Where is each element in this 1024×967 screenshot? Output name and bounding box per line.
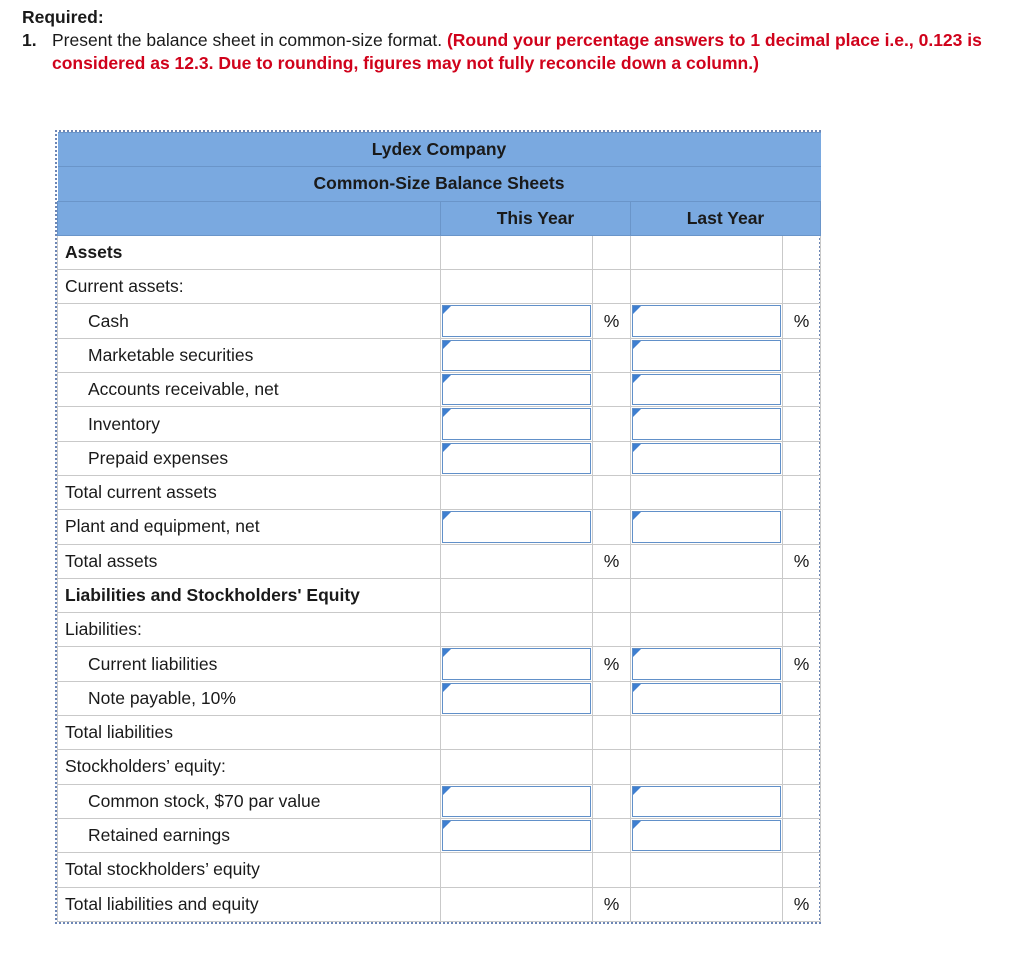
- this-year-cell: [441, 750, 593, 784]
- this-year-percent-symbol: [593, 510, 631, 544]
- table-row: [58, 578, 821, 612]
- last-year-percent-input[interactable]: [632, 374, 781, 405]
- row-label: Total assets: [58, 544, 441, 578]
- table-row: [58, 716, 821, 750]
- row-label: Marketable securities: [58, 338, 441, 372]
- last-year-cell: [631, 613, 783, 647]
- balance-sheet-table-container: [55, 130, 821, 924]
- input-marker-icon: [443, 409, 451, 417]
- input-marker-icon: [633, 375, 641, 383]
- this-year-percent-input[interactable]: [442, 683, 591, 714]
- this-year-cell: [441, 441, 593, 475]
- header-row-subtitle: [58, 167, 821, 201]
- row-label: Current assets:: [58, 270, 441, 304]
- last-year-input-wrapper: [631, 373, 782, 406]
- input-marker-icon: [443, 787, 451, 795]
- this-year-percent-input[interactable]: [442, 408, 591, 439]
- last-year-percent-symbol: [783, 784, 821, 818]
- this-year-input-wrapper: [441, 785, 592, 818]
- last-year-cell: [631, 338, 783, 372]
- header-row-company: [58, 133, 821, 167]
- this-year-input-wrapper: [441, 647, 592, 680]
- row-label: Cash: [58, 304, 441, 338]
- last-year-percent-symbol: %: [783, 544, 821, 578]
- last-year-percent-symbol: [783, 716, 821, 750]
- input-marker-icon: [443, 341, 451, 349]
- table-row: [58, 681, 821, 715]
- this-year-input-wrapper: [441, 510, 592, 543]
- last-year-input-wrapper: [631, 647, 782, 680]
- table-row: [58, 304, 821, 338]
- row-label: Total liabilities and equity: [58, 887, 441, 921]
- table-row: [58, 441, 821, 475]
- instructions: [22, 6, 1012, 75]
- last-year-percent-symbol: %: [783, 304, 821, 338]
- last-year-percent-symbol: [783, 441, 821, 475]
- input-marker-icon: [633, 444, 641, 452]
- last-year-input-wrapper: [631, 304, 782, 337]
- this-year-cell: [441, 716, 593, 750]
- sheet-subtitle: Common-Size Balance Sheets: [58, 167, 821, 201]
- last-year-percent-input[interactable]: [632, 511, 781, 542]
- this-year-percent-symbol: [593, 578, 631, 612]
- last-year-input-wrapper: [631, 682, 782, 715]
- last-year-input-wrapper: [631, 339, 782, 372]
- header-blank: [58, 201, 441, 235]
- this-year-input-wrapper: [441, 442, 592, 475]
- this-year-percent-symbol: [593, 235, 631, 269]
- last-year-percent-symbol: [783, 407, 821, 441]
- input-marker-icon: [443, 306, 451, 314]
- row-label: Accounts receivable, net: [58, 373, 441, 407]
- last-year-percent-symbol: [783, 270, 821, 304]
- this-year-percent-symbol: [593, 338, 631, 372]
- last-year-percent-symbol: [783, 510, 821, 544]
- last-year-cell: [631, 750, 783, 784]
- input-marker-icon: [633, 512, 641, 520]
- row-label: Current liabilities: [58, 647, 441, 681]
- column-last-year: Last Year: [631, 201, 821, 235]
- last-year-cell: [631, 818, 783, 852]
- last-year-cell: [631, 407, 783, 441]
- this-year-input-wrapper: [441, 407, 592, 440]
- this-year-percent-input[interactable]: [442, 340, 591, 371]
- row-label: Total current assets: [58, 475, 441, 509]
- last-year-cell: [631, 270, 783, 304]
- this-year-cell: [441, 818, 593, 852]
- this-year-percent-symbol: [593, 681, 631, 715]
- this-year-percent-symbol: [593, 613, 631, 647]
- this-year-percent-symbol: [593, 270, 631, 304]
- input-marker-icon: [633, 341, 641, 349]
- last-year-percent-symbol: [783, 475, 821, 509]
- this-year-percent-symbol: %: [593, 304, 631, 338]
- last-year-percent-symbol: [783, 853, 821, 887]
- last-year-percent-input[interactable]: [632, 305, 781, 336]
- this-year-cell: [441, 647, 593, 681]
- this-year-percent-symbol: [593, 441, 631, 475]
- this-year-percent-input[interactable]: [442, 648, 591, 679]
- this-year-cell: [441, 853, 593, 887]
- this-year-cell: [441, 681, 593, 715]
- this-year-input-wrapper: [441, 304, 592, 337]
- last-year-input-wrapper: [631, 785, 782, 818]
- table-row: [58, 270, 821, 304]
- last-year-cell: [631, 647, 783, 681]
- input-marker-icon: [633, 649, 641, 657]
- table-row: [58, 647, 821, 681]
- last-year-percent-symbol: %: [783, 887, 821, 921]
- last-year-cell: [631, 475, 783, 509]
- last-year-input-wrapper: [631, 510, 782, 543]
- last-year-percent-symbol: [783, 235, 821, 269]
- last-year-percent-input[interactable]: [632, 648, 781, 679]
- row-label: Liabilities and Stockholders' Equity: [58, 578, 441, 612]
- last-year-cell: [631, 544, 783, 578]
- requirement-text: [52, 29, 1012, 75]
- requirement-instruction: Present the balance sheet in common-size format.: [52, 30, 443, 50]
- row-label: Common stock, $70 par value: [58, 784, 441, 818]
- table-row: [58, 235, 821, 269]
- last-year-percent-input[interactable]: [632, 443, 781, 474]
- row-label: Plant and equipment, net: [58, 510, 441, 544]
- last-year-cell: [631, 510, 783, 544]
- this-year-cell: [441, 578, 593, 612]
- this-year-percent-symbol: %: [593, 887, 631, 921]
- last-year-percent-symbol: [783, 578, 821, 612]
- input-marker-icon: [633, 787, 641, 795]
- table-row: [58, 338, 821, 372]
- input-marker-icon: [633, 306, 641, 314]
- row-label: Stockholders’ equity:: [58, 750, 441, 784]
- last-year-cell: [631, 853, 783, 887]
- table-row: [58, 818, 821, 852]
- last-year-cell: [631, 784, 783, 818]
- this-year-cell: [441, 270, 593, 304]
- this-year-cell: [441, 235, 593, 269]
- rounding-note: (Round your percentage answers to 1 decimal place i.e., 0.123 is considered as 12.3. Due to rounding, figures may not fully reconcile down a column.): [52, 30, 982, 73]
- input-marker-icon: [443, 821, 451, 829]
- this-year-cell: [441, 784, 593, 818]
- table-row: [58, 887, 821, 921]
- row-label: Prepaid expenses: [58, 441, 441, 475]
- last-year-cell: [631, 578, 783, 612]
- last-year-input-wrapper: [631, 442, 782, 475]
- this-year-percent-symbol: [593, 716, 631, 750]
- this-year-cell: [441, 373, 593, 407]
- last-year-percent-input[interactable]: [632, 408, 781, 439]
- last-year-percent-input[interactable]: [632, 340, 781, 371]
- row-label: Total liabilities: [58, 716, 441, 750]
- input-marker-icon: [443, 444, 451, 452]
- this-year-percent-symbol: [593, 853, 631, 887]
- table-row: [58, 407, 821, 441]
- this-year-percent-symbol: %: [593, 544, 631, 578]
- input-marker-icon: [443, 649, 451, 657]
- header-row-columns: [58, 201, 821, 235]
- input-marker-icon: [633, 821, 641, 829]
- last-year-percent-input[interactable]: [632, 786, 781, 817]
- company-name: Lydex Company: [58, 133, 821, 167]
- this-year-cell: [441, 475, 593, 509]
- this-year-input-wrapper: [441, 819, 592, 852]
- this-year-cell: [441, 338, 593, 372]
- this-year-input-wrapper: [441, 373, 592, 406]
- last-year-percent-symbol: [783, 338, 821, 372]
- table-row: [58, 750, 821, 784]
- this-year-input-wrapper: [441, 682, 592, 715]
- table-row: [58, 784, 821, 818]
- last-year-percent-symbol: [783, 818, 821, 852]
- this-year-percent-symbol: %: [593, 647, 631, 681]
- this-year-cell: [441, 304, 593, 338]
- last-year-percent-symbol: [783, 750, 821, 784]
- last-year-cell: [631, 373, 783, 407]
- table-row: [58, 613, 821, 647]
- row-label: Liabilities:: [58, 613, 441, 647]
- common-size-balance-sheet: [57, 132, 821, 922]
- this-year-percent-symbol: [593, 818, 631, 852]
- input-marker-icon: [633, 684, 641, 692]
- last-year-cell: [631, 441, 783, 475]
- requirement-1: [22, 29, 1012, 75]
- last-year-cell: [631, 716, 783, 750]
- last-year-percent-symbol: [783, 613, 821, 647]
- input-marker-icon: [443, 375, 451, 383]
- table-row: [58, 373, 821, 407]
- input-marker-icon: [633, 409, 641, 417]
- this-year-percent-input[interactable]: [442, 443, 591, 474]
- this-year-cell: [441, 544, 593, 578]
- row-label: Retained earnings: [58, 818, 441, 852]
- input-marker-icon: [443, 684, 451, 692]
- last-year-percent-input[interactable]: [632, 683, 781, 714]
- row-label: Note payable, 10%: [58, 681, 441, 715]
- this-year-percent-symbol: [593, 750, 631, 784]
- table-row: [58, 853, 821, 887]
- this-year-percent-symbol: [593, 373, 631, 407]
- this-year-percent-input[interactable]: [442, 820, 591, 851]
- this-year-percent-input[interactable]: [442, 374, 591, 405]
- last-year-percent-input[interactable]: [632, 820, 781, 851]
- this-year-percent-input[interactable]: [442, 511, 591, 542]
- last-year-cell: [631, 887, 783, 921]
- this-year-percent-symbol: [593, 784, 631, 818]
- table-row: [58, 510, 821, 544]
- row-label: Total stockholders’ equity: [58, 853, 441, 887]
- this-year-input-wrapper: [441, 339, 592, 372]
- last-year-percent-symbol: [783, 373, 821, 407]
- last-year-input-wrapper: [631, 819, 782, 852]
- this-year-percent-symbol: [593, 407, 631, 441]
- last-year-percent-symbol: %: [783, 647, 821, 681]
- row-label: Inventory: [58, 407, 441, 441]
- last-year-cell: [631, 304, 783, 338]
- this-year-cell: [441, 887, 593, 921]
- input-marker-icon: [443, 512, 451, 520]
- table-row: [58, 544, 821, 578]
- last-year-cell: [631, 235, 783, 269]
- this-year-percent-input[interactable]: [442, 305, 591, 336]
- this-year-cell: [441, 510, 593, 544]
- last-year-percent-symbol: [783, 681, 821, 715]
- column-this-year: This Year: [441, 201, 631, 235]
- this-year-cell: [441, 613, 593, 647]
- last-year-input-wrapper: [631, 407, 782, 440]
- required-heading: Required:: [22, 7, 104, 27]
- table-row: [58, 475, 821, 509]
- last-year-cell: [631, 681, 783, 715]
- this-year-percent-symbol: [593, 475, 631, 509]
- row-label: Assets: [58, 235, 441, 269]
- this-year-percent-input[interactable]: [442, 786, 591, 817]
- requirement-number: 1.: [22, 30, 37, 50]
- this-year-cell: [441, 407, 593, 441]
